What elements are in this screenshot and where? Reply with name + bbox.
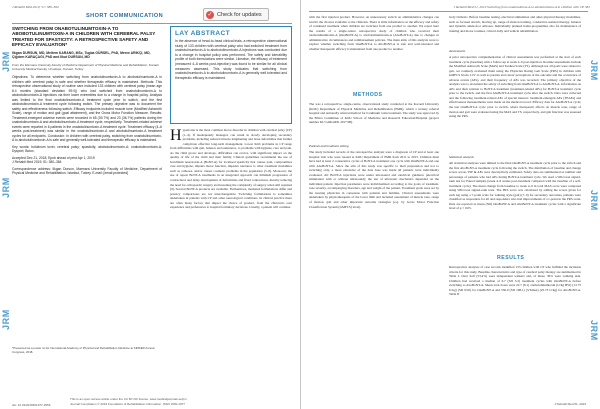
intro-dropcap: H (170, 128, 182, 144)
assessments-heading: Assessments (449, 49, 466, 53)
col1-intro-continued: with the first injected product. However, an unnecessary switch on administrative changes can restrict the choices available to the clinician. There is little information on the efficacy and safety of continued treatment when children are switched from one product to another. We report here the results of a single-centre retrospective study of children who received their onabotulinumtoxin-A (OnaBoNT-A) to abobotulinumtoxin-A (AboBoNT-A) due to changes in administrative circumstances and reimbursement policies. The main aims of this analysis were to explore whether switching from OnaBoNT-A to AboBoNT-A is safe and well-tolerated and whether therapeutic efficacy is maintained from one product to another. (309, 15, 439, 51)
accepted-date: Accepted Dec 21, 2018; Epub ahead of print Apr 1, 2019 (12, 155, 95, 160)
patients-heading: Patients and treatment setting (309, 144, 349, 148)
lay-abstract-text: In the absence of head-to-head clinical trials, a retrospective observational study of 133 children with cerebral palsy who had switched treatment from onabotulinumtoxin-A to abobotulinumtoxin-A injections was conducted due to a change in hospital policy was performed. The safety and tolerability profile of both formulations were similar. Likewise, the efficacy of treatment (measured 4–6 weeks post-injection) was found to be similar for all clinical measures assessed. This study indicates that switching from onabotulinumtoxin-A to abobotulinumtoxin-A is generally well tolerated and therapeutic efficacy is maintained. (175, 39, 287, 80)
analysis-text: All statistical analyses were limited to the final OnaBoNT-A treatment cycle prior to the switch and the first AboBoNT-A treatment cycle following the switch. The distribution of baseline and change scores across TSP & AEs were descriptively estimated. Safety data are summarized as number and percentage of patients who had AEs during BoNT-A treatment cycle. We used a Wilcoxon signed-rank test for Paired samples (week 4–6 weeks post-treatment compared with the baseline of a self-treatment cycle). The mean change from baseline to week 4–6 in total MAS score were compared using Wilcoxon signed-rank tests. The PRS score was calculated by adding the scores given for each leg using a 7-point scale for walking style (gait) (7–9) for secondary outcomes, patients were classified as responders for all and responders who had improvements of ≥1-point in the PRS scale. Data are reported as mean (SD) OnaBoNT-A and AboBoNT-A treatment cycles with a significant level of p < 0.05. (449, 161, 581, 211)
author-list: Ilkgan DURSUN, MD, Meltem KARANG, MSc, Tugba GÜRSEL, PhD, Merve ARIKÇI, MD, Çiğdem KARAÇAGI, PhD and Ilkut DURSUN, MD (12, 51, 151, 60)
open-access-notice: This is an open access article under the CC BY-NC license. www.medicaljournals.se/jrm (70, 397, 187, 401)
gutter-tag-r3: JRM (589, 320, 599, 341)
footer-right: J Rehabil Med 51, 2019 (554, 402, 586, 406)
lay-abstract-box (170, 26, 292, 124)
affiliation: From the Marmara University Faculty of Medicine Department of Physical Medicine and Rehabilitation, Kocaeli University Medical Faculty, Umuttepe, Kocaeli, Turkey (12, 63, 159, 71)
lay-abstract-title: LAY ABSTRACT (175, 30, 231, 37)
gutter-tag-2: JRM (1, 177, 11, 198)
abstract (12, 75, 162, 176)
citation: J Rehabil Med 2019; 51: 380–384 (12, 160, 62, 164)
results-heading: RESULTS (497, 255, 525, 261)
gutter-tag-1: JRM (1, 51, 11, 72)
check-updates-icon: ✓ (207, 12, 213, 18)
running-head-right: J Rehabil Med 51, 2019 Switching from onabotulinum-A to abobotulinum-A in children with CP 381 (453, 5, 590, 9)
methods-heading: METHODS (353, 92, 383, 98)
check-updates-button[interactable] (203, 8, 269, 21)
intro-text: ypertonia is the most common motor disorder in children with cerebral palsy (CP) (1–4). If inadequately managed, can result in slowly developing secondary problems, including reduced muscle lengthening and bone deformities that further complicate effective long-term management. Lower limb problems in CP range from difficulties with gait, balance and endurance, to problems with hygiene, care and pain. As the child grows and develops, difficulties can evolve, with significant impact on the quality of life of the child and their family. Clinical guidelines recommend the use of botulinum neurotoxin-A (BoNT-A) for localised spasticity that causes pain, compromises care and hygiene, impairs motor function, impedes tolerance to other treatment modalities such as orthoses, and/or causes cosmetic problems in the population (5–8). Moreover, the use of repeat BoNT-A treatments in an integrated approach can diminish progression of contractures and delay development of deformities and fixed contractures, thereby reducing the need for orthopaedic surgery and lessening the complexity of surgery when still required (9). Several BoNT-A products are available. Furthermore, marketed formulations differ and potency comparisons are not interchangeable. Switching formulations is sometimes undertaken in patients with CP and other neurological conditions. In clinical practice there are often many factors that impact the choice of product, from the clinician's own experience and preferences to hospital formulary decisions. Usually, a patient will continue (170, 128, 292, 210)
abstract-text: Objectives: To determine whether switching from onabotulinumtoxin-A to abobotulinumtoxin-A in children with cerebral palsy is safe and whether therapeutic efficacy is maintained. Methods: This retrospective observational study of routine care included 133 children with cerebral palsy (mean age 8.4 months (standard deviation 59.0)) who had switched from onabotulinumtoxin-A to abobotulinumtoxin-A injections via their lower extremities due to a change in hospital policy. Analysis was limited to the final onabotulinumtoxin-A treatment cycle prior to switch, and the first abobotulinumtoxin-A treatment cycle following switch. The primary objective was to document the safety and effectiveness following switch. Efficacy endpoints included muscle tone (Modified Ashworth Scale), range of motion and gait (goal attainment), and the Gross Motor Function Measure. Results: Treatment-emergent adverse events were recorded in 65 (39.7%) and 23 (36.7%) patients during the onabotulinumtoxin-A and abobotulinumtoxin-A treatment cycle, respectively. Treatment-related adverse events were reported in 6 patients in the onabotulinumtoxin-A treatment cycle. Treatment efficacy (4–6 weeks post-treatment) was similar in the onabotulinumtoxin-A and abobotulinumtoxin-A treatment cycles for all endpoints. Conclusion: In children with cerebral palsy, switching from onabotulinumtoxin-A to abobotulinumtoxin-A is safe and generally well-tolerated and therapeutic efficacy is maintained. (12, 75, 162, 142)
results-text: Retrospective analyses of case records identified 133 children with CP who fulfilled the inclusion criteria for this study. Baseline characteristics and type of cerebral palsy therapy are summarized in Table I. Over half (53.4%) were independent walkers and, of these, 30% were walking aids. Children had received a median of 6.7 (SD 3.2) treatment cycles with OnaBoNT-A before switching to AboBoNT-A. Mean total doses were 22.7 (6.1) onabotulinumtoxin (U/kg BW) (1/175 U/kg) (SD 93.0) for OnaBoNT-A and 530.0 (SD 198.1) (3/Xmax) (25.73 U/kg) for AboBoNT-A. Table II (449, 265, 581, 297)
gutter-tag-3: JRM (1, 309, 11, 330)
doi: doi: 10.2340/16501977-2556 (12, 403, 51, 407)
journal-compilation: Journal Compilation © 2019 Foundation of Rehabilitation Information. ISSN 1650-1977 (70, 402, 185, 406)
header-divider (12, 23, 292, 24)
patients-text: The study included records of the retrospective analysis were a diagnosis of CP and at least one hospital visit who were treated at KOU Department of PMR from 2011 to 2015. Children must have had at least 2 consecutive cycles of BoNT-A treatment; one cycle with OnaBoNT-A and one with AboBoNT-A. Since the aim of this study was specific to their preparation and not to switching only, a more extensive of the data base was made all patients were individually evaluated. All BoNT-A injections were under ultrasound and electrical guidance (electrical stimulation with or without ultrasound); the use of ultrasonic mechanics depended on the individual patient. Injection parameters were individualized according to the goals of treatment, tone severity, accompanying disorders, age and weight of the patient. Treatment goals were set by the treating physician in consensus with patients and families. Clinical assessments were undertaken by physiotherapists of the lower limb and included assessment of muscle tone, range of motion, gait and other important outcome strategies (e.g. by Gross Motor Function Classification System (GMFCS) level). (309, 150, 439, 209)
introduction (170, 128, 292, 390)
assessments-text: A prior retrospective complementation of clinical assessments was performed at the start of each treatment cycle (baseline) with a follow-up at week 4–6 post-injection. Routine assessments include the Modified Ashworth Scale (MAS) and Tardieu Scale (TS). Although not all goals were related to gait, we routinely evaluated them using the Physician Rating Gait Scale (PRS) in children with GMFCS levels I–IV as well as parents and carers' perceptions of the outcome and the occurrence of adverse events (AEs), and their frequency of AEs was recorded. The primary objective of the analysis was to document the safety of switching from OnaBoNT-A to AboBoNT-A. Information on AEs and their relation to BoNT-A treatment (treatment-related AEs) for BoNT-A treatment cycle prior to the switch, and the first AboBoNT-A treatment cycle after the switch. Data were collected and the following treatment-related AEs of special interest: treatment-emergent AEs (TEAEs) and effectiveness measurements were made on the medical record. Efficacy data for AboBoNT-A cycle; the last OnaBoNT-A cycle prior to switch, where therapeutic effects on muscle tone, range of motion and gait were evaluated using the MAS and TS, respectively, and gait function was assessed using the PRS. (449, 55, 581, 119)
header-divider-right (309, 11, 588, 12)
gutter-tag-r1: JRM (589, 60, 599, 81)
check-updates-label: Check for updates (217, 11, 262, 18)
correspondence: Correspondence address: Ilkgan Dursun, Marmara University Faculty of Medicine, Department of Physical Medicine and Rehabilitation, Istanbul, Turkey. E-mail: [email protected] (12, 166, 162, 175)
analysis-heading: Statistical analysis (449, 155, 474, 159)
col2-top: body Orthotic. Before baseline testing, electrical stimulation and other physical therapy modalities, such as focused stretch, moving up, range-of-motion training, conductive-assisted therapy, balance and dynamic ankle-foot orthoses. Individually planned home-programmes also for maintenance of training and motor routines, critical daily and vehicle rehabilitation. (449, 15, 581, 33)
running-head-left: J Rehabil Med 2019; 51: 380–384 (12, 5, 59, 9)
footnote: *Presented as a poster at 1st International Academy of Physical and Rehabilitation Medicine at SIMFER Annual Congress, 2018. (12, 346, 155, 354)
section-label: SHORT COMMUNICATION (86, 13, 164, 19)
gutter-tag-r2: JRM (589, 190, 599, 211)
right-page (300, 0, 600, 409)
methods-text: The was a retrospective, single-centre, observational study conducted at the Kocaeli University (KOU) Department of Physical Medicine and Rehabilitation (PMR), which a tertiary referral hospital and nationally referral medical for botulinum toxin treatment. The study was approved by the Ethics Committee of KOU School of Medicine and Research Education/Hospital (project number KU GOKAEK 2017/08). (309, 102, 439, 125)
keywords: Key words: botulinum toxin; cerebral palsy; spasticity; abobotulinumtoxin-A; onabotulinumtoxin-A; Dysport; Botox. (12, 144, 162, 153)
paper-title: SWITCHING FROM ONABOTULINUMTOXIN-A TO ABOBOTULINUMTOXIN-A IN CHILDREN WITH CEREBRAL PALSY TREATED FOR SPASTICITY: A RETROSPECTIVE SAFETY AND EFFICACY EVALUATION* (12, 26, 156, 48)
